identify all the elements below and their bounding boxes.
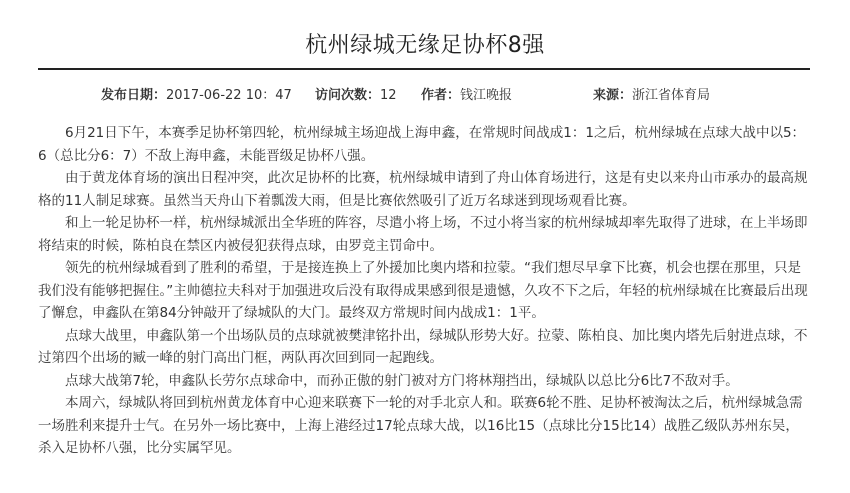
visit-count-value: 12 xyxy=(380,88,397,103)
author-label: 作者： xyxy=(421,88,461,103)
article-title: 杭州绿城无缘足协杯8强 xyxy=(305,33,545,58)
author xyxy=(421,84,512,103)
source-label: 来源： xyxy=(593,88,633,103)
title-divider xyxy=(38,68,810,70)
article-paragraph: 点球大战里，申鑫队第一个出场队员的点球就被樊津铭扑出，绿城队形势大好。拉蒙、陈柏良、加比奥内塔先后射进点球，不过第四个出场的臧一峰的射门高出门框，两队再次回到同一起跑线。 xyxy=(38,327,808,366)
article-paragraph: 和上一轮足协杯一样，杭州绿城派出全华班的阵容，尽遣小将上场，不过小将当家的杭州绿城却率先取得了进球，在上半场即将结束的时候，陈柏良在禁区内被侵犯获得点球，由罗竞主罚命中。 xyxy=(38,215,808,254)
article-paragraph: 本周六，绿城队将回到杭州黄龙体育中心迎来联赛下一轮的对手北京人和。联赛6轮不胜、足协杯被淘汰之后，杭州绿城急需一场胜利来提升士气。在另外一场比赛中，上海上港经过17轮点球大战，以16比15（点球比分15比14）战胜乙级队苏州东吴，杀入足协杯八强，比分实属罕见。 xyxy=(38,395,803,456)
article-paragraph: 点球大战第7轮，申鑫队长劳尔点球命中，而孙正傲的射门被对方门将林翔挡出，绿城队以总比分6比7不敌对手。 xyxy=(65,372,739,389)
article-paragraph: 6月21日下午，本赛季足协杯第四轮，杭州绿城主场迎战上海申鑫，在常规时间战成1：1之后，杭州绿城在点球大战中以5：6（总比分6：7）不敌上海申鑫，未能晋级足协杯八强。 xyxy=(38,125,806,164)
source-value: 浙江省体育局 xyxy=(632,88,711,103)
article-body xyxy=(38,122,810,460)
visit-count xyxy=(315,84,397,103)
publish-date xyxy=(101,84,292,103)
article-paragraph: 领先的杭州绿城看到了胜利的希望，于是接连换上了外援加比奥内塔和拉蒙。“我们想尽早拿下比赛，机会也摆在那里，只是我们没有能够把握住。”主帅德拉夫科对于加强进攻后没有取得成果感到很是遗憾，久攻不下之后，年轻的杭州绿城在比赛最后出现了懈怠，申鑫队在第84分钟敲开了绿城队的大门。最终双方常规时间内战成1：1平。 xyxy=(38,260,808,321)
visit-count-label: 访问次数： xyxy=(315,88,381,103)
publish-date-label: 发布日期： xyxy=(101,88,167,103)
publish-date-value: 2017-06-22 10：47 xyxy=(166,88,292,103)
source xyxy=(593,84,710,103)
author-value: 钱江晚报 xyxy=(460,88,513,103)
article-paragraph: 由于黄龙体育场的演出日程冲突，此次足协杯的比赛，杭州绿城申请到了舟山体育场进行，这是有史以来舟山市承办的最高规格的11人制足球赛。虽然当天舟山下着瓢泼大雨，但是比赛依然吸引了近万名球迷到现场观看比赛。 xyxy=(38,170,808,209)
